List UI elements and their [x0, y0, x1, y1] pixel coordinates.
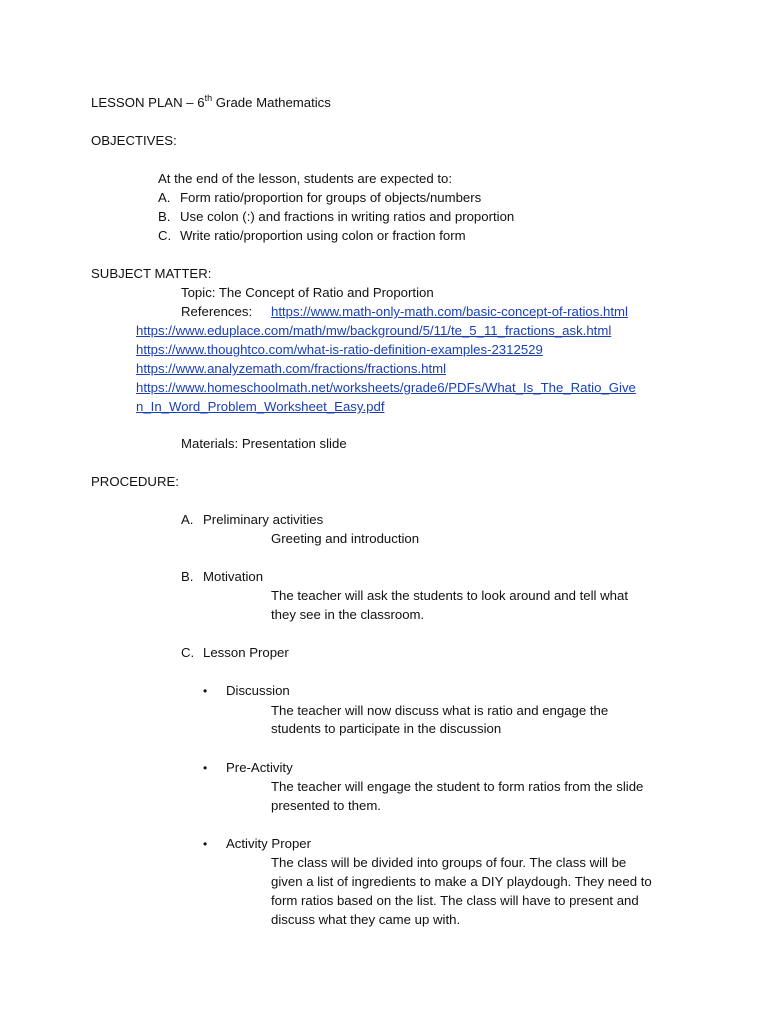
discussion-text-line-1: The teacher will now discuss what is ratio and engage the [271, 703, 609, 718]
bullet-icon: • [203, 684, 208, 698]
title-superscript: th [204, 92, 213, 103]
motivation-text-line-1: The teacher will ask the students to look around and tell what [271, 588, 629, 603]
subject-matter-heading: SUBJECT MATTER: [91, 266, 212, 281]
bullet-icon: • [203, 837, 208, 851]
procedure-item-c: C. Lesson Proper [181, 645, 289, 660]
activity-text-line-1: The class will be divided into groups of four. The class will be [271, 855, 627, 870]
motivation-text-line-2: they see in the classroom. [271, 607, 425, 622]
materials-line: Materials: Presentation slide [181, 436, 347, 451]
pre-activity-text-line-1: The teacher will engage the student to form ratios from the slide [271, 779, 644, 794]
reference-link-5-continued[interactable]: n_In_Word_Problem_Worksheet_Easy.pdf [136, 399, 385, 414]
procedure-item-a: A. Preliminary activities [181, 512, 324, 527]
objective-item-a: A. Form ratio/proportion for groups of objects/numbers [158, 190, 482, 205]
reference-link-5[interactable]: https://www.homeschoolmath.net/worksheets/grade6/PDFs/What_Is_The_Ratio_Give [136, 380, 636, 395]
discussion-text-line-2: students to participate in the discussion [271, 721, 502, 736]
reference-link-1[interactable]: https://www.math-only-math.com/basic-concept-of-ratios.html [271, 304, 628, 319]
reference-link-3[interactable]: https://www.thoughtco.com/what-is-ratio-definition-examples-2312529 [136, 342, 543, 357]
bullet-pre-activity: • Pre-Activity [203, 758, 293, 778]
bullet-activity-proper: • Activity Proper [203, 834, 311, 854]
pre-activity-text-line-2: presented to them. [271, 798, 381, 813]
objective-item-c: C. Write ratio/proportion using colon or fraction form [158, 228, 466, 243]
procedure-heading: PROCEDURE: [91, 474, 179, 489]
bullet-discussion: • Discussion [203, 681, 290, 701]
objective-item-b: B. Use colon (:) and fractions in writing ratios and proportion [158, 209, 515, 224]
activity-text-line-3: form ratios based on the list. The class will have to present and [271, 893, 639, 908]
objectives-intro: At the end of the lesson, students are expected to: [158, 171, 452, 186]
document-title: LESSON PLAN – 6th Grade Mathematics [91, 92, 331, 110]
references-label: References: [181, 304, 253, 319]
topic-line: Topic: The Concept of Ratio and Proportion [181, 285, 434, 300]
activity-text-line-2: given a list of ingredients to make a DIY playdough. They need to [271, 874, 652, 889]
procedure-item-a-text: Greeting and introduction [271, 531, 420, 546]
objectives-heading: OBJECTIVES: [91, 133, 177, 148]
reference-link-4[interactable]: https://www.analyzemath.com/fractions/fractions.html [136, 361, 447, 376]
reference-link-2[interactable]: https://www.eduplace.com/math/mw/background/5/11/te_5_11_fractions_ask.html [136, 323, 612, 338]
activity-text-line-4: discuss what they came up with. [271, 912, 461, 927]
bullet-icon: • [203, 761, 208, 775]
procedure-item-b: B. Motivation [181, 569, 264, 584]
